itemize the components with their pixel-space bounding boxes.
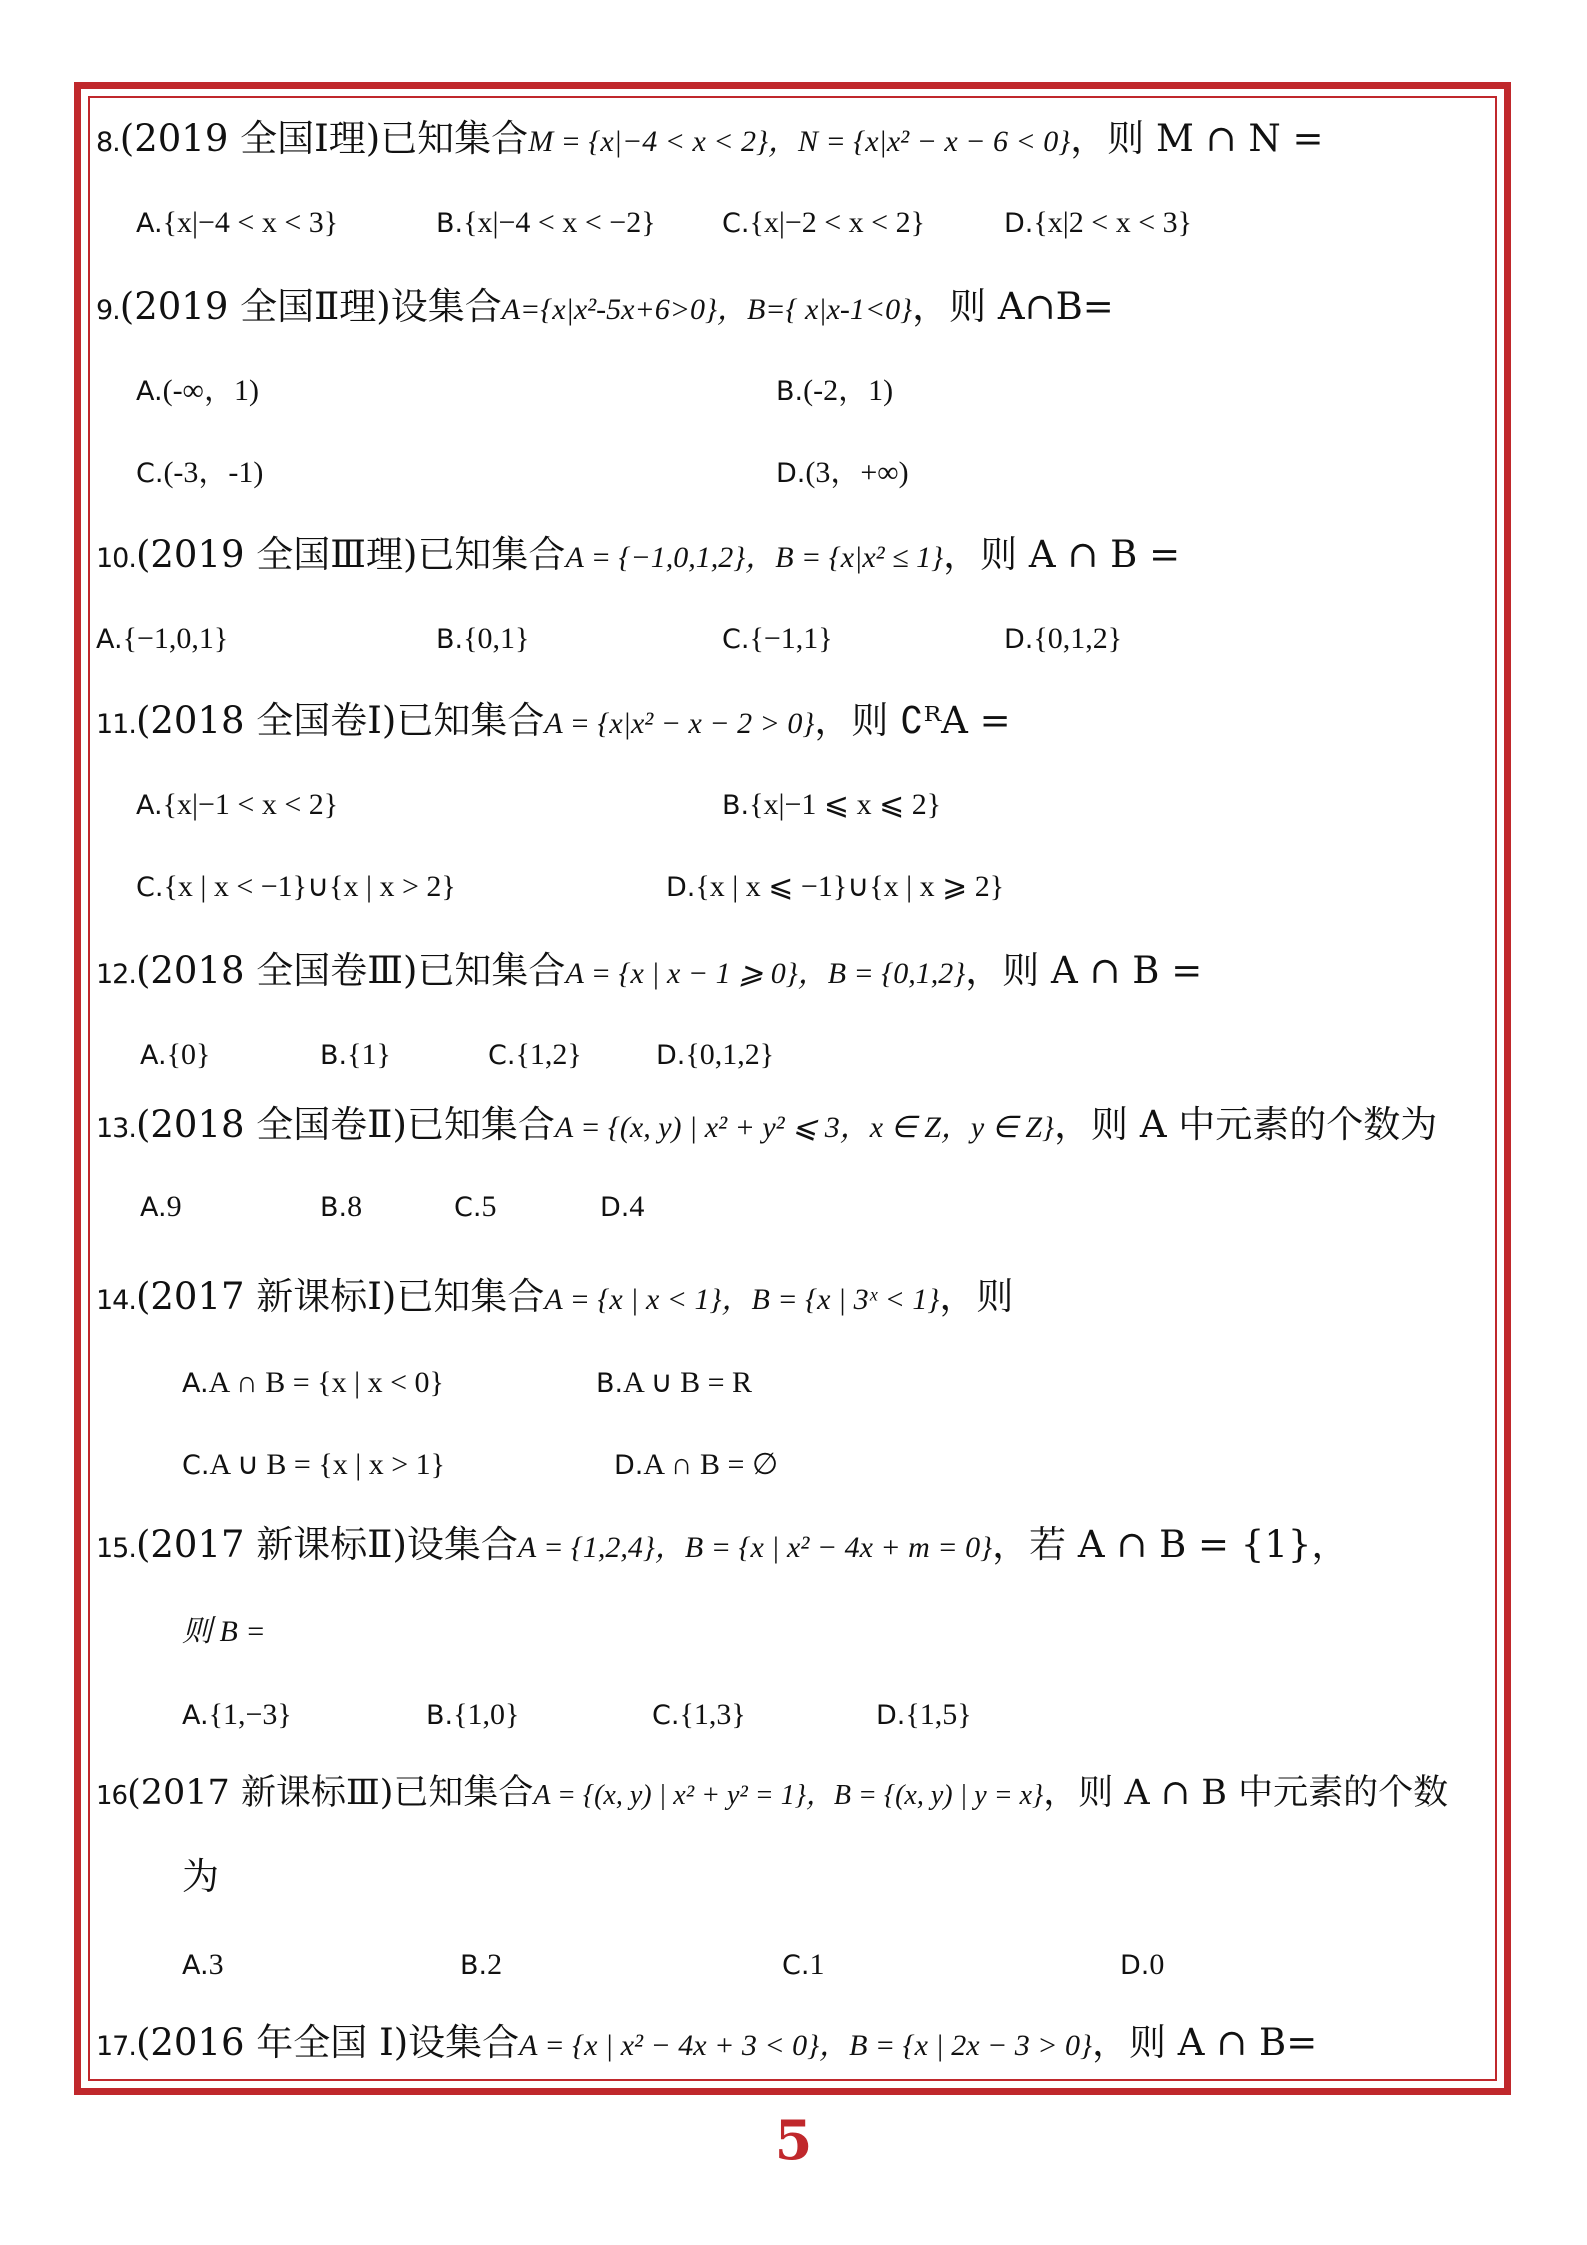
question-number: 15.	[96, 1533, 136, 1564]
question-stem: 已知集合	[417, 533, 566, 576]
question-math: A = {(x, y) | x² + y² = 1}，B = {(x, y) | y = x}	[533, 1780, 1044, 1811]
question-number: 13.	[96, 1113, 136, 1144]
option-a[interactable]: A.{x|−4 < x < 3}	[136, 206, 339, 239]
question-source: (2018 全国卷Ⅱ)	[135, 1103, 407, 1146]
option-b[interactable]: B.{0,1}	[436, 622, 530, 655]
option-b[interactable]: B.{1}	[320, 1038, 391, 1071]
option-c[interactable]: C.{1,3}	[652, 1698, 746, 1731]
question-number: 12.	[96, 959, 136, 990]
question-number: 8.	[96, 127, 120, 158]
question-stem: 已知集合	[380, 117, 529, 160]
question-number: 9.	[96, 295, 120, 326]
question-11	[96, 699, 1011, 742]
question-source: (2019 全国Ⅰ理)	[119, 117, 381, 160]
question-stem: 已知集合	[417, 949, 566, 992]
option-c[interactable]: C.{x | x < −1}∪{x | x > 2}	[136, 870, 456, 903]
option-b[interactable]: B.(-2，1)	[776, 374, 894, 407]
question-tail: ，则 A ∩ B 中元素的个数	[1043, 1773, 1449, 1813]
question-number: 11.	[96, 709, 136, 740]
option-a[interactable]: A.{1,−3}	[182, 1698, 292, 1731]
question-source: (2017 新课标Ⅱ)	[135, 1523, 407, 1566]
option-d[interactable]: D.0	[1120, 1948, 1165, 1981]
question-source: (2019 全国Ⅲ理)	[135, 533, 418, 576]
question-number: 16	[96, 1781, 128, 1811]
question-9	[96, 285, 1114, 328]
option-c[interactable]: C.{1,2}	[488, 1038, 582, 1071]
question-17	[96, 2021, 1318, 2064]
question-math: A = {x | x − 1 ⩾ 0}，B = {0,1,2}	[565, 957, 966, 990]
question-12	[96, 949, 1203, 992]
question-math: A = {x | x < 1}，B = {x | 3ˣ < 1}	[544, 1283, 940, 1316]
question-stem: 已知集合	[396, 699, 545, 742]
question-tail: ，则 A ∩ B=	[1092, 2021, 1318, 2064]
option-d[interactable]: D.{1,5}	[876, 1698, 972, 1731]
option-a[interactable]: A.A ∩ B = {x | x < 0}	[182, 1366, 444, 1399]
option-d[interactable]: D.{x | x ⩽ −1}∪{x | x ⩾ 2}	[666, 870, 1005, 903]
option-b[interactable]: B.8	[320, 1190, 363, 1223]
question-tail: ，若 A ∩ B = {1}，	[992, 1523, 1349, 1566]
option-a[interactable]: A.(-∞，1)	[136, 374, 259, 407]
option-c[interactable]: C.1	[782, 1948, 825, 1981]
question-number: 10.	[96, 543, 136, 574]
option-d[interactable]: D.(3，+∞)	[776, 456, 909, 489]
question-math: A = {1,2,4}，B = {x | x² − 4x + m = 0}	[517, 1531, 993, 1564]
question-16	[96, 1773, 1449, 1813]
question-13	[96, 1103, 1438, 1146]
option-a[interactable]: A.9	[140, 1190, 182, 1223]
option-c[interactable]: C.{−1,1}	[722, 622, 833, 655]
option-a[interactable]: A.{0}	[140, 1038, 211, 1071]
question-source: (2019 全国Ⅱ理)	[119, 285, 391, 328]
question-stem: 设集合	[390, 285, 502, 328]
question-math: A = {(x, y) | x² + y² ⩽ 3，x ∈ Z，y ∈ Z}	[554, 1111, 1055, 1144]
option-d[interactable]: D.A ∩ B = ∅	[614, 1448, 779, 1481]
question-source: (2016 年全国 Ⅰ)	[135, 2021, 409, 2064]
question-source: (2017 新课标Ⅰ)	[135, 1275, 397, 1318]
page-number: 5	[774, 2108, 813, 2172]
question-14	[96, 1275, 1014, 1318]
question-number: 14.	[96, 1285, 136, 1316]
option-a[interactable]: A.{x|−1 < x < 2}	[136, 788, 339, 821]
question-number: 17.	[96, 2031, 136, 2062]
option-c[interactable]: C.(-3，-1)	[136, 456, 264, 489]
question-math: A={x|x²-5x+6>0}，B={ x|x-1<0}	[501, 293, 913, 326]
question-math: A = {−1,0,1,2}，B = {x|x² ≤ 1}	[565, 541, 944, 574]
question-source: (2018 全国卷Ⅰ)	[135, 699, 397, 742]
option-c[interactable]: C.{x|−2 < x < 2}	[722, 206, 925, 239]
option-d[interactable]: D.{x|2 < x < 3}	[1004, 206, 1193, 239]
question-tail: ，则 A ∩ B =	[943, 533, 1181, 576]
question-stem: 设集合	[406, 1523, 518, 1566]
question-tail: ，则 A 中元素的个数为	[1054, 1103, 1438, 1146]
question-stem: 已知集合	[406, 1103, 555, 1146]
question-15-continuation: 则 B =	[182, 1615, 266, 1648]
option-c[interactable]: C.5	[454, 1190, 497, 1223]
question-math: M = {x|−4 < x < 2}，N = {x|x² − x − 6 < 0}	[528, 125, 1071, 158]
question-math: A = {x | x² − 4x + 3 < 0}，B = {x | 2x − 3 > 0}	[519, 2029, 1092, 2062]
question-15	[96, 1523, 1349, 1566]
option-b[interactable]: B.A ∪ B = R	[596, 1366, 753, 1399]
option-b[interactable]: B.2	[460, 1948, 503, 1981]
question-stem: 已知集合	[393, 1773, 534, 1813]
option-c[interactable]: C.A ∪ B = {x | x > 1}	[182, 1448, 446, 1481]
question-8	[96, 117, 1324, 160]
question-math: A = {x|x² − x − 2 > 0}	[544, 707, 815, 740]
option-a[interactable]: A.{−1,0,1}	[96, 622, 229, 655]
question-tail: ，则 ∁ᴿA =	[814, 699, 1011, 742]
option-d[interactable]: D.{0,1,2}	[656, 1038, 775, 1071]
question-10	[96, 533, 1181, 576]
option-a[interactable]: A.3	[182, 1948, 224, 1981]
option-b[interactable]: B.{x|−1 ⩽ x ⩽ 2}	[722, 788, 942, 821]
option-b[interactable]: B.{x|−4 < x < −2}	[436, 206, 656, 239]
question-16-continuation: 为	[182, 1855, 219, 1898]
question-tail: ，则	[939, 1275, 1014, 1318]
question-tail: ，则 A ∩ B =	[965, 949, 1203, 992]
question-tail: ，则 A∩B=	[912, 285, 1114, 328]
option-b[interactable]: B.{1,0}	[426, 1698, 520, 1731]
question-stem: 已知集合	[396, 1275, 545, 1318]
option-d[interactable]: D.4	[600, 1190, 645, 1223]
question-tail: ，则 M ∩ N =	[1070, 117, 1324, 160]
question-stem: 设集合	[408, 2021, 520, 2064]
question-source: (2017 新课标Ⅲ)	[127, 1773, 394, 1813]
question-source: (2018 全国卷Ⅲ)	[135, 949, 418, 992]
option-d[interactable]: D.{0,1,2}	[1004, 622, 1123, 655]
